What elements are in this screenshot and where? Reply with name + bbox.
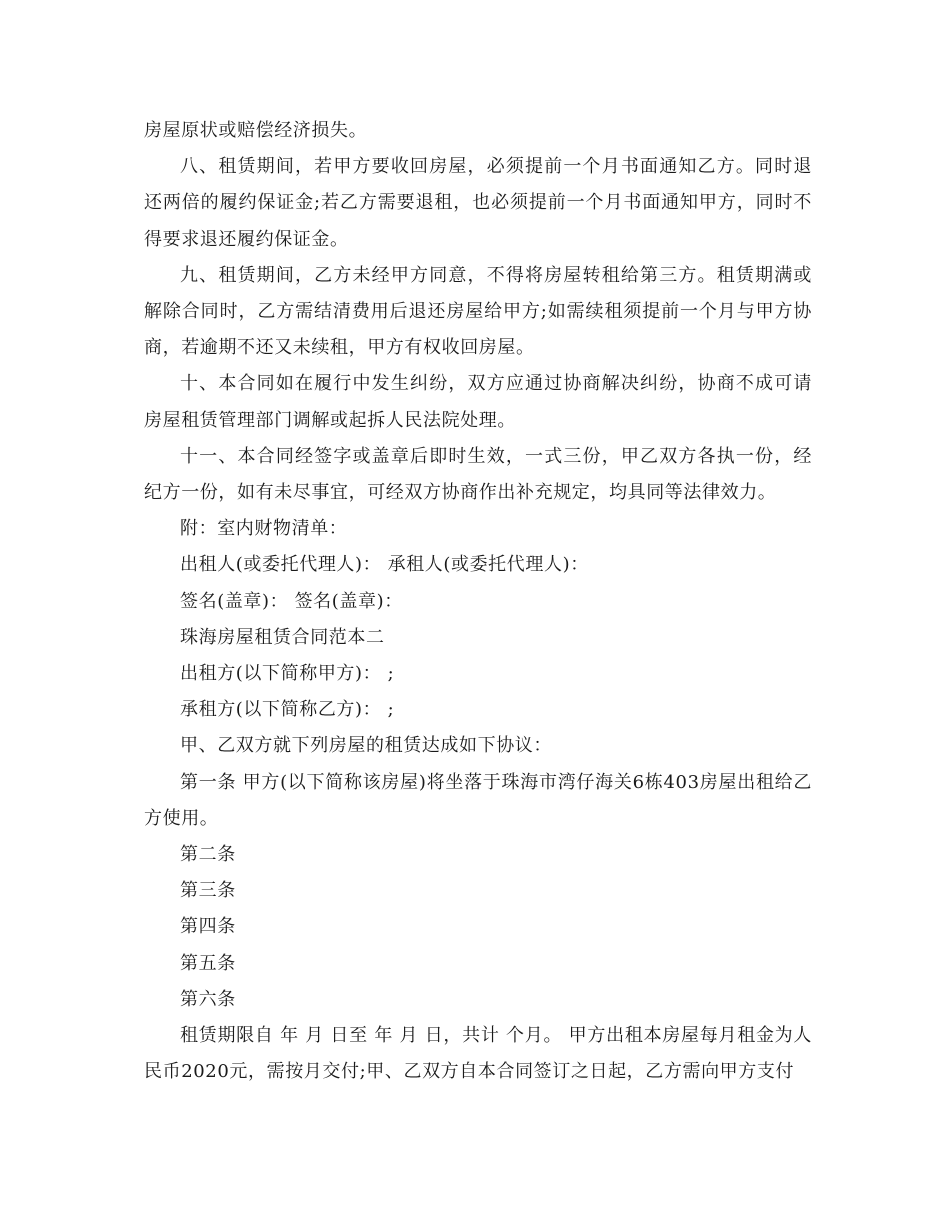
article-3: 第三条 bbox=[180, 880, 236, 902]
article-6: 第六条 bbox=[180, 988, 236, 1010]
document-body bbox=[144, 113, 812, 1090]
lease-term-paragraph: 租赁期限自 年 月 日至 年 月 日，共计 个月。 甲方出租本房屋每月租金为人民币2020元，需按月交付;甲、乙双方自本合同签订之日起，乙方需向甲方支付 bbox=[144, 1025, 812, 1083]
paragraph-continuation: 房屋原状或赔偿经济损失。 bbox=[144, 120, 368, 141]
signature-line: 签名(盖章)： 签名(盖章)： bbox=[180, 590, 403, 612]
clause-8: 八、租赁期间，若甲方要收回房屋，必须提前一个月书面通知乙方。同时退还两倍的履约保证金;若乙方需要退租，也必须提前一个月书面通知甲方，同时不得要求退还履约保证金。 bbox=[144, 156, 812, 250]
clause-10: 十、本合同如在履行中发生纠纷，双方应通过协商解决纠纷，协商不成可请房屋租赁管理部门调解或起拆人民法院处理。 bbox=[144, 373, 812, 431]
lessee-line: 承租方(以下简称乙方)： ; bbox=[180, 699, 395, 721]
signatory-roles: 出租人(或委托代理人)： 承租人(或委托代理人)： bbox=[180, 554, 589, 576]
appendix-line: 附：室内财物清单： bbox=[180, 518, 348, 540]
article-4: 第四条 bbox=[180, 916, 236, 938]
agreement-intro: 甲、乙双方就下列房屋的租赁达成如下协议： bbox=[180, 735, 552, 757]
article-1: 第一条 甲方(以下简称该房屋)将坐落于珠海市湾仔海关6栋403房屋出租给乙方使用。 bbox=[144, 771, 812, 829]
clause-9: 九、租赁期间，乙方未经甲方同意，不得将房屋转租给第三方。租赁期满或解除合同时，乙方需结清费用后退还房屋给甲方;如需续租须提前一个月与甲方协商，若逾期不还又未续租，甲方有权收回房屋。 bbox=[144, 264, 812, 359]
lessor-line: 出租方(以下简称甲方)： ; bbox=[180, 663, 395, 685]
article-5: 第五条 bbox=[180, 952, 236, 974]
section-title: 珠海房屋租赁合同范本二 bbox=[180, 626, 385, 648]
article-2: 第二条 bbox=[180, 844, 236, 866]
clause-11: 十一、本合同经签字或盖章后即时生效，一式三份，甲乙双方各执一份，经纪方一份，如有未尽事宜，可经双方协商作出补充规定，均具同等法律效力。 bbox=[144, 445, 812, 504]
